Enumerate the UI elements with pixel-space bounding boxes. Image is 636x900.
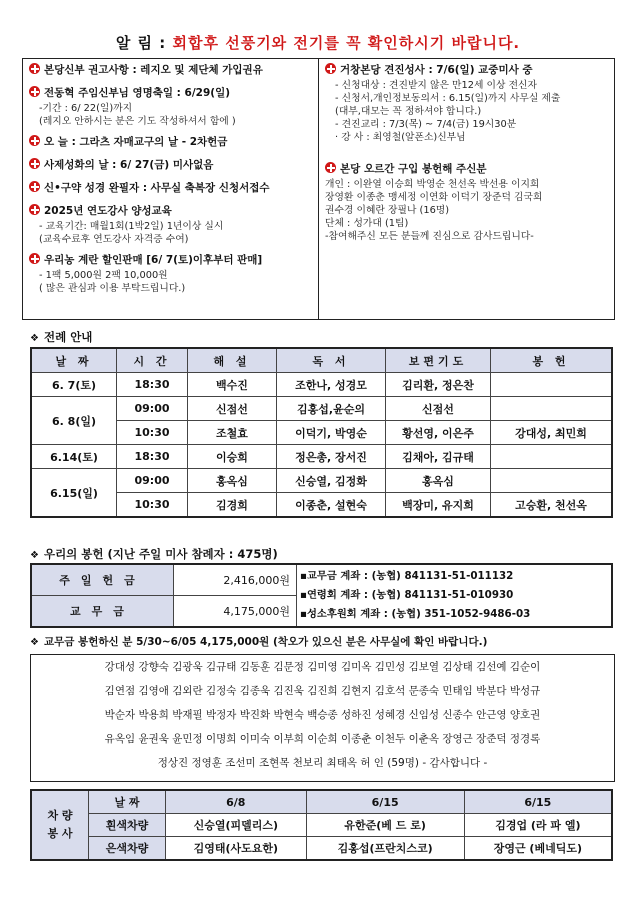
notice-detail: (대부,대모는 꼭 정하셔야 합니다.) <box>335 106 482 117</box>
table-row <box>31 837 612 861</box>
spacer <box>29 295 315 302</box>
spacer <box>325 243 611 250</box>
liturgy-header-row <box>31 348 612 373</box>
table-row <box>31 493 612 518</box>
notice-detail: - 교육기간: 매월1회(1박2일) 1년이상 실시 <box>39 221 224 232</box>
notice-item <box>29 181 315 196</box>
offering-table <box>30 563 613 628</box>
vehicle-section-label: 차 량 봉 사 <box>31 790 89 860</box>
donor-line: 박순자 박용희 박재필 박정자 박진화 박현숙 백승종 성하진 성혜경 신임성 신종수 안근영 양호권 <box>104 709 541 721</box>
cell-prayer: 김채아, 김규태 <box>386 445 491 469</box>
spacer <box>29 151 315 158</box>
account-line: ▪연령회 계좌 : (농협) 841131-51-010930 <box>300 589 514 601</box>
cell-reading: 이덕기, 박영순 <box>277 421 386 445</box>
vehicle-driver: 신승열(피델리스) <box>166 814 307 837</box>
cell-reading: 김홍섭,윤순의 <box>277 397 386 421</box>
vehicle-driver: 장영근 (베네딕도) <box>464 837 612 861</box>
cell-prayer: 황선영, 이은주 <box>386 421 491 445</box>
notice-item <box>325 63 611 78</box>
cell-offering <box>491 373 613 397</box>
account-line: ▪교무금 계좌 : (농협) 841131-51-011132 <box>300 570 514 582</box>
cell-time: 18:30 <box>117 445 188 469</box>
notice-heading: 전동혁 주임신부님 영명축일 : 6/29(일) <box>44 87 231 99</box>
cell-commentary: 백수진 <box>188 373 277 397</box>
notice-detail: ( 많은 관심과 이용 부탁드립니다.) <box>39 283 186 294</box>
cell-date: 6. 7(토) <box>31 373 117 397</box>
cross-icon <box>29 204 40 215</box>
vehicle-table <box>30 789 613 861</box>
cell-date: 6.14(토) <box>31 445 117 469</box>
notice-item <box>29 204 315 219</box>
cross-icon <box>29 135 40 146</box>
page-title <box>0 32 636 53</box>
notice-detail: (레지오 안하시는 분은 기도 작성하셔서 함에 ) <box>39 116 236 127</box>
header-prayer: 보편기도 <box>386 348 491 373</box>
vehicle-row-label: 은색차량 <box>89 837 166 861</box>
notice-item <box>29 135 315 150</box>
notice-detail: 권수경 이혜란 장필나 (16명) <box>325 205 450 216</box>
table-row <box>31 445 612 469</box>
cell-offering <box>491 397 613 421</box>
notice-detail: -참여해주신 모든 분들께 진심으로 감사드립니다- <box>325 231 534 242</box>
notice-detail: - 1팩 5,000원 2팩 10,000원 <box>39 270 168 281</box>
vehicle-driver: 유한준(베 드 로) <box>306 814 464 837</box>
liturgy-section-title: ❖ 전례 안내 <box>30 330 93 344</box>
diamond-icon: ❖ <box>30 333 39 344</box>
notice-detail: - 신청대상 : 견진받지 않은 만12세 이상 전신자 <box>335 80 537 91</box>
title-label: 알 림 : <box>115 34 167 52</box>
donors-box <box>30 654 615 782</box>
cell-offering: 강대성, 최민희 <box>491 421 613 445</box>
notice-heading: 사제성화의 날 : 6/ 27(금) 미사없음 <box>44 159 214 171</box>
notice-divider <box>318 59 319 319</box>
spacer <box>29 174 315 181</box>
cell-commentary: 신점선 <box>188 397 277 421</box>
table-row <box>31 469 612 493</box>
cell-time: 10:30 <box>117 421 188 445</box>
notice-detail: (교육수료후 연도강사 자격증 수여) <box>39 234 189 245</box>
diamond-icon: ❖ <box>30 637 39 648</box>
offering-label: 주일헌금 <box>31 564 174 596</box>
table-row <box>31 814 612 837</box>
cell-offering <box>491 445 613 469</box>
cell-time: 18:30 <box>117 373 188 397</box>
table-row <box>31 790 612 814</box>
header-time: 시 간 <box>117 348 188 373</box>
notice-detail: 단체 : 성가대 (1팀) <box>325 218 409 229</box>
cell-offering: 고승환, 천선옥 <box>491 493 613 518</box>
notice-item <box>29 86 315 101</box>
header-offering: 봉 헌 <box>491 348 613 373</box>
vehicle-date: 6/15 <box>306 790 464 814</box>
cell-prayer: 홍옥심 <box>386 469 491 493</box>
notice-item <box>29 158 315 173</box>
notice-detail: 개인 : 이완열 이승희 박영순 천선옥 박선용 이지희 <box>325 179 540 190</box>
offering-value: 2,416,000원 <box>174 564 297 596</box>
cell-time: 09:00 <box>117 397 188 421</box>
cell-commentary: 김경희 <box>188 493 277 518</box>
notice-item <box>29 253 315 268</box>
vehicle-driver: 김영태(사도요한) <box>166 837 307 861</box>
donor-line: 김연점 김영애 김외란 김정숙 김종욱 김진욱 김진희 김현지 김호석 문종숙 민태임 박분다 박성규 <box>104 685 541 697</box>
notice-heading: 신•구약 성경 완필자 : 사무실 축복장 신청서접수 <box>44 182 270 194</box>
spacer <box>325 144 611 162</box>
notice-heading: 오 늘 : 그라츠 자매교구의 날 - 2차헌금 <box>44 136 228 148</box>
notice-heading: 거창본당 견진성사 : 7/6(일) 교중미사 중 <box>340 64 533 76</box>
cell-commentary: 조철효 <box>188 421 277 445</box>
table-row <box>31 421 612 445</box>
donors-section-title: ❖ 교무금 봉헌하신 분 5/30~6/05 4,175,000원 (착오가 있으신 분은 사무실에 확인 바랍니다.) <box>30 636 488 648</box>
cell-time: 09:00 <box>117 469 188 493</box>
notice-heading: 우리농 계란 할인판매 [6/ 7(토)이후부터 판매] <box>44 254 263 266</box>
liturgy-table <box>30 347 613 518</box>
header-commentary: 해 설 <box>188 348 277 373</box>
vehicle-date: 6/15 <box>464 790 612 814</box>
cross-icon <box>29 181 40 192</box>
cross-icon <box>29 253 40 264</box>
notice-detail: - 견진교리 : 7/3(목) ~ 7/4(금) 19시30분 <box>335 119 517 130</box>
cross-icon <box>29 86 40 97</box>
notice-detail: 장영환 이종춘 맹세정 이연화 이덕기 장준덕 김국희 <box>325 192 543 203</box>
account-line: ▪성소후원회 계좌 : (농협) 351-1052-9486-03 <box>300 608 531 620</box>
spacer <box>29 128 315 135</box>
notice-heading: 본당 오르간 구입 봉헌해 주신분 <box>340 163 487 175</box>
donor-line: 강대성 강향숙 김광욱 김규태 김동훈 김문정 김미영 김미옥 김민성 김보열 김상태 김선예 김순이 <box>104 661 541 673</box>
cell-commentary: 이승희 <box>188 445 277 469</box>
cross-icon <box>325 63 336 74</box>
notice-box <box>22 58 615 320</box>
cell-reading: 신승열, 김정화 <box>277 469 386 493</box>
header-reading: 독 서 <box>277 348 386 373</box>
notice-left-column <box>29 63 315 302</box>
offering-section-title: ❖ 우리의 봉헌 (지난 주일 미사 참례자 : 475명) <box>30 547 278 561</box>
header-date: 날 짜 <box>31 348 117 373</box>
vehicle-row-label: 흰색차량 <box>89 814 166 837</box>
notice-detail: - 신청서,개인정보동의서 : 6.15(일)까지 사무실 제출 <box>335 93 561 104</box>
table-row <box>31 564 612 596</box>
notice-detail: · 강 사 : 최영철(알폰소)신부님 <box>335 132 466 143</box>
cell-reading: 조한나, 성경모 <box>277 373 386 397</box>
spacer <box>29 246 315 253</box>
cross-icon <box>29 63 40 74</box>
diamond-icon: ❖ <box>30 550 39 561</box>
spacer <box>29 197 315 204</box>
cell-time: 10:30 <box>117 493 188 518</box>
title-message: 회합후 선풍기와 전기를 꼭 확인하시기 바랍니다. <box>172 34 521 52</box>
cross-icon <box>29 158 40 169</box>
vehicle-driver: 김홍섭(프란치스코) <box>306 837 464 861</box>
vehicle-date: 6/8 <box>166 790 307 814</box>
cross-icon <box>325 162 336 173</box>
offering-value: 4,175,000원 <box>174 596 297 628</box>
donor-line: 정상진 정영훈 조선미 조현목 천보리 최태옥 허 인 (59명) - 감사합니다 - <box>157 757 488 769</box>
vehicle-date-label: 날 짜 <box>89 790 166 814</box>
notice-heading: 본당신부 권고사항 : 레지오 및 제단체 가입권유 <box>44 64 263 76</box>
cell-date: 6. 8(일) <box>31 397 117 445</box>
cell-date: 6.15(일) <box>31 469 117 518</box>
notice-detail: -기간 : 6/ 22(일)까지 <box>39 103 133 114</box>
vehicle-driver: 김경업 (라 파 엘) <box>464 814 612 837</box>
cell-offering <box>491 469 613 493</box>
cell-prayer: 김리환, 정은찬 <box>386 373 491 397</box>
notice-right-column <box>325 63 611 250</box>
cell-commentary: 홍옥심 <box>188 469 277 493</box>
cell-prayer: 백장미, 유지희 <box>386 493 491 518</box>
notice-heading: 2025년 연도강사 양성교육 <box>44 205 172 217</box>
offering-label: 교무금 <box>31 596 174 628</box>
table-row <box>31 397 612 421</box>
donor-line: 유옥임 윤권욱 윤민정 이명희 이미숙 이부희 이순희 이종춘 이천두 이춘옥 장영근 장준덕 정경록 <box>104 733 541 745</box>
spacer <box>29 79 315 86</box>
notice-item <box>29 63 315 78</box>
notice-item <box>325 162 611 177</box>
cell-prayer: 신점선 <box>386 397 491 421</box>
cell-reading: 정은총, 장서진 <box>277 445 386 469</box>
cell-reading: 이종춘, 설현숙 <box>277 493 386 518</box>
table-row <box>31 373 612 397</box>
account-list <box>297 564 613 627</box>
